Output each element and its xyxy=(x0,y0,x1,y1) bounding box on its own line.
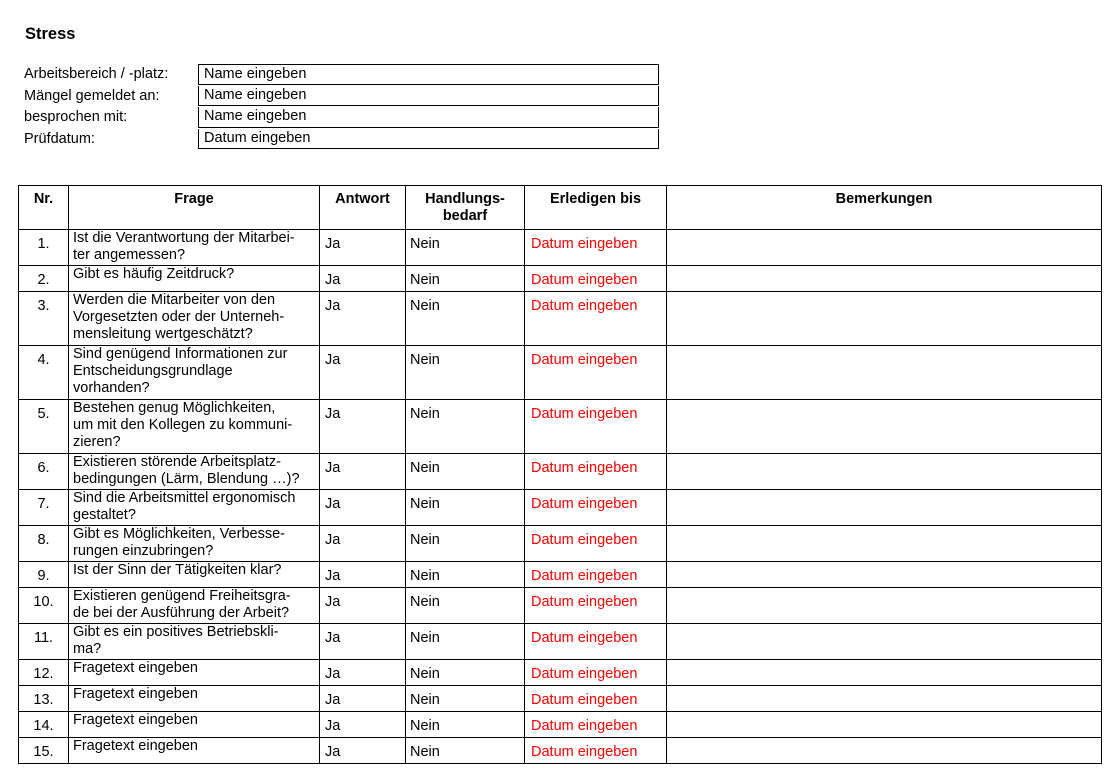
erledigen-date-field[interactable]: Datum eingeben xyxy=(525,588,667,624)
bemerkungen-field[interactable] xyxy=(667,712,1102,738)
erledigen-date-field[interactable]: Datum eingeben xyxy=(525,738,667,764)
page-title: Stress xyxy=(25,25,76,43)
table-row xyxy=(19,624,1102,660)
meta-label: Mängel gemeldet an: xyxy=(24,87,160,104)
question-text-line: Gibt es ein positives Betriebskli- xyxy=(73,624,279,640)
handlungsbedarf-nein[interactable]: Nein xyxy=(406,624,525,660)
erledigen-date-field[interactable]: Datum eingeben xyxy=(525,266,667,292)
maengel-gemeldet-field[interactable]: Name eingeben xyxy=(198,86,659,107)
table-row xyxy=(19,230,1102,266)
bemerkungen-field[interactable] xyxy=(667,490,1102,526)
erledigen-date-field[interactable]: Datum eingeben xyxy=(525,562,667,588)
erledigen-date-field[interactable]: Datum eingeben xyxy=(525,292,667,346)
bemerkungen-field[interactable] xyxy=(667,400,1102,454)
row-number: 10. xyxy=(19,588,69,624)
erledigen-date-field[interactable]: Datum eingeben xyxy=(525,660,667,686)
question-text-line: Sind die Arbeitsmittel ergonomisch xyxy=(73,490,296,506)
bemerkungen-field[interactable] xyxy=(667,738,1102,764)
question-text-line: Gibt es Möglichkeiten, Verbesse- xyxy=(73,526,285,542)
answer-ja[interactable]: Ja xyxy=(320,230,406,266)
question-cell[interactable] xyxy=(69,400,320,454)
answer-ja[interactable]: Ja xyxy=(320,562,406,588)
handlungsbedarf-nein[interactable]: Nein xyxy=(406,712,525,738)
question-cell[interactable] xyxy=(69,346,320,400)
bemerkungen-field[interactable] xyxy=(667,266,1102,292)
meta-label: Arbeitsbereich / -platz: xyxy=(24,66,169,82)
answer-ja[interactable]: Ja xyxy=(320,712,406,738)
bemerkungen-field[interactable] xyxy=(667,562,1102,588)
answer-ja[interactable]: Ja xyxy=(320,738,406,764)
erledigen-date-field[interactable]: Datum eingeben xyxy=(525,454,667,490)
row-number: 9. xyxy=(19,562,69,588)
table-row xyxy=(19,738,1102,764)
question-text-line: Fragetext eingeben xyxy=(73,712,198,728)
handlungsbedarf-nein[interactable]: Nein xyxy=(406,454,525,490)
arbeitsbereich-field[interactable]: Name eingeben xyxy=(198,64,659,85)
pruefdatum-field[interactable]: Datum eingeben xyxy=(198,129,659,150)
answer-ja[interactable]: Ja xyxy=(320,588,406,624)
erledigen-date-field[interactable]: Datum eingeben xyxy=(525,400,667,454)
question-cell[interactable] xyxy=(69,454,320,490)
answer-ja[interactable]: Ja xyxy=(320,400,406,454)
table-row xyxy=(19,292,1102,346)
header-nr: Nr. xyxy=(19,186,69,230)
handlungsbedarf-nein[interactable]: Nein xyxy=(406,686,525,712)
question-text-line: Fragetext eingeben xyxy=(73,686,198,702)
table-row xyxy=(19,526,1102,562)
row-number: 11. xyxy=(19,624,69,660)
erledigen-date-field[interactable]: Datum eingeben xyxy=(525,712,667,738)
erledigen-date-field[interactable]: Datum eingeben xyxy=(525,346,667,400)
row-number: 3. xyxy=(19,292,69,346)
meta-label: besprochen mit: xyxy=(24,109,128,125)
question-cell[interactable] xyxy=(69,712,320,738)
question-text-line: zieren? xyxy=(73,434,121,450)
erledigen-date-field[interactable]: Datum eingeben xyxy=(525,686,667,712)
question-cell[interactable] xyxy=(69,624,320,660)
handlungsbedarf-nein[interactable]: Nein xyxy=(406,490,525,526)
bemerkungen-field[interactable] xyxy=(667,454,1102,490)
header-handlungsbedarf xyxy=(406,186,525,230)
header-erledigen: Erledigen bis xyxy=(525,186,667,230)
header-handlungsbedarf-line2: bedarf xyxy=(442,208,488,224)
besprochen-mit-field[interactable]: Name eingeben xyxy=(198,107,659,128)
table-row xyxy=(19,346,1102,400)
table-row xyxy=(19,562,1102,588)
erledigen-date-field[interactable]: Datum eingeben xyxy=(525,526,667,562)
question-cell[interactable] xyxy=(69,526,320,562)
table-row xyxy=(19,400,1102,454)
question-text-line: gestaltet? xyxy=(73,507,136,523)
answer-ja[interactable]: Ja xyxy=(320,624,406,660)
row-number: 14. xyxy=(19,712,69,738)
table-header-row xyxy=(19,186,1102,230)
handlungsbedarf-nein[interactable]: Nein xyxy=(406,400,525,454)
question-text-line: rungen einzubringen? xyxy=(73,543,214,559)
question-cell[interactable] xyxy=(69,490,320,526)
answer-ja[interactable]: Ja xyxy=(320,292,406,346)
question-text-line: de bei der Ausführung der Arbeit? xyxy=(73,605,290,621)
handlungsbedarf-nein[interactable]: Nein xyxy=(406,230,525,266)
bemerkungen-field[interactable] xyxy=(667,660,1102,686)
question-text-line: Entscheidungsgrundlage xyxy=(73,363,233,379)
question-text-line: mensleitung wertgeschätzt? xyxy=(73,326,253,342)
answer-ja[interactable]: Ja xyxy=(320,454,406,490)
question-text-line: um mit den Kollegen zu kommuni- xyxy=(73,417,293,433)
question-text-line: Existieren störende Arbeitsplatz- xyxy=(73,454,281,470)
answer-ja[interactable]: Ja xyxy=(320,266,406,292)
question-text-line: Werden die Mitarbeiter von den xyxy=(73,292,276,308)
answer-ja[interactable]: Ja xyxy=(320,526,406,562)
answer-ja[interactable]: Ja xyxy=(320,686,406,712)
row-number: 13. xyxy=(19,686,69,712)
handlungsbedarf-nein[interactable]: Nein xyxy=(406,660,525,686)
question-text-line: Existieren genügend Freiheitsgra- xyxy=(73,588,291,604)
row-number: 1. xyxy=(19,230,69,266)
question-cell[interactable] xyxy=(69,562,320,588)
header-frage: Frage xyxy=(69,186,320,230)
bemerkungen-field[interactable] xyxy=(667,526,1102,562)
answer-ja[interactable]: Ja xyxy=(320,660,406,686)
handlungsbedarf-nein[interactable]: Nein xyxy=(406,266,525,292)
question-text-line: Sind genügend Informationen zur xyxy=(73,346,288,362)
question-text-line: Ist der Sinn der Tätigkeiten klar? xyxy=(73,562,282,578)
row-number: 12. xyxy=(19,660,69,686)
header-handlungsbedarf-line1: Handlungs- xyxy=(425,191,505,207)
handlungsbedarf-nein[interactable]: Nein xyxy=(406,562,525,588)
bemerkungen-field[interactable] xyxy=(667,292,1102,346)
question-text-line: Gibt es häufig Zeitdruck? xyxy=(73,266,235,282)
question-cell[interactable] xyxy=(69,266,320,292)
question-text-line: Vorgesetzten oder der Unterneh- xyxy=(73,309,285,325)
table-row xyxy=(19,266,1102,292)
table-body xyxy=(19,230,1102,764)
question-text-line: ma? xyxy=(73,641,102,657)
bemerkungen-field[interactable] xyxy=(667,588,1102,624)
question-text-line: ter angemessen? xyxy=(73,247,186,263)
table-row xyxy=(19,686,1102,712)
row-number: 5. xyxy=(19,400,69,454)
handlungsbedarf-nein[interactable]: Nein xyxy=(406,588,525,624)
table-row xyxy=(19,588,1102,624)
meta-label: Prüfdatum: xyxy=(24,130,95,147)
bemerkungen-field[interactable] xyxy=(667,686,1102,712)
answer-ja[interactable]: Ja xyxy=(320,346,406,400)
bemerkungen-field[interactable] xyxy=(667,230,1102,266)
row-number: 15. xyxy=(19,738,69,764)
question-text-line: Bestehen genug Möglichkeiten, xyxy=(73,400,276,416)
checklist-table xyxy=(18,185,1102,764)
row-number: 2. xyxy=(19,266,69,292)
question-text-line: bedingungen (Lärm, Blendung …)? xyxy=(73,471,300,487)
table-row xyxy=(19,490,1102,526)
question-text-line: Fragetext eingeben xyxy=(73,660,198,676)
handlungsbedarf-nein[interactable]: Nein xyxy=(406,526,525,562)
table-row xyxy=(19,454,1102,490)
question-cell[interactable] xyxy=(69,686,320,712)
row-number: 7. xyxy=(19,490,69,526)
handlungsbedarf-nein[interactable]: Nein xyxy=(406,292,525,346)
question-cell[interactable] xyxy=(69,588,320,624)
handlungsbedarf-nein[interactable]: Nein xyxy=(406,738,525,764)
header-antwort: Antwort xyxy=(320,186,406,230)
table-row xyxy=(19,712,1102,738)
bemerkungen-field[interactable] xyxy=(667,346,1102,400)
question-text-line: vorhanden? xyxy=(73,380,150,396)
question-text-line: Ist die Verantwortung der Mitarbei- xyxy=(73,230,295,246)
erledigen-date-field[interactable]: Datum eingeben xyxy=(525,624,667,660)
header-bemerkungen: Bemerkungen xyxy=(667,186,1102,230)
question-cell[interactable] xyxy=(69,292,320,346)
question-cell[interactable] xyxy=(69,230,320,266)
row-number: 6. xyxy=(19,454,69,490)
erledigen-date-field[interactable]: Datum eingeben xyxy=(525,230,667,266)
table-row xyxy=(19,660,1102,686)
answer-ja[interactable]: Ja xyxy=(320,490,406,526)
bemerkungen-field[interactable] xyxy=(667,624,1102,660)
row-number: 8. xyxy=(19,526,69,562)
question-text-line: Fragetext eingeben xyxy=(73,738,198,754)
erledigen-date-field[interactable]: Datum eingeben xyxy=(525,490,667,526)
handlungsbedarf-nein[interactable]: Nein xyxy=(406,346,525,400)
row-number: 4. xyxy=(19,346,69,400)
question-cell[interactable] xyxy=(69,738,320,764)
question-cell[interactable] xyxy=(69,660,320,686)
